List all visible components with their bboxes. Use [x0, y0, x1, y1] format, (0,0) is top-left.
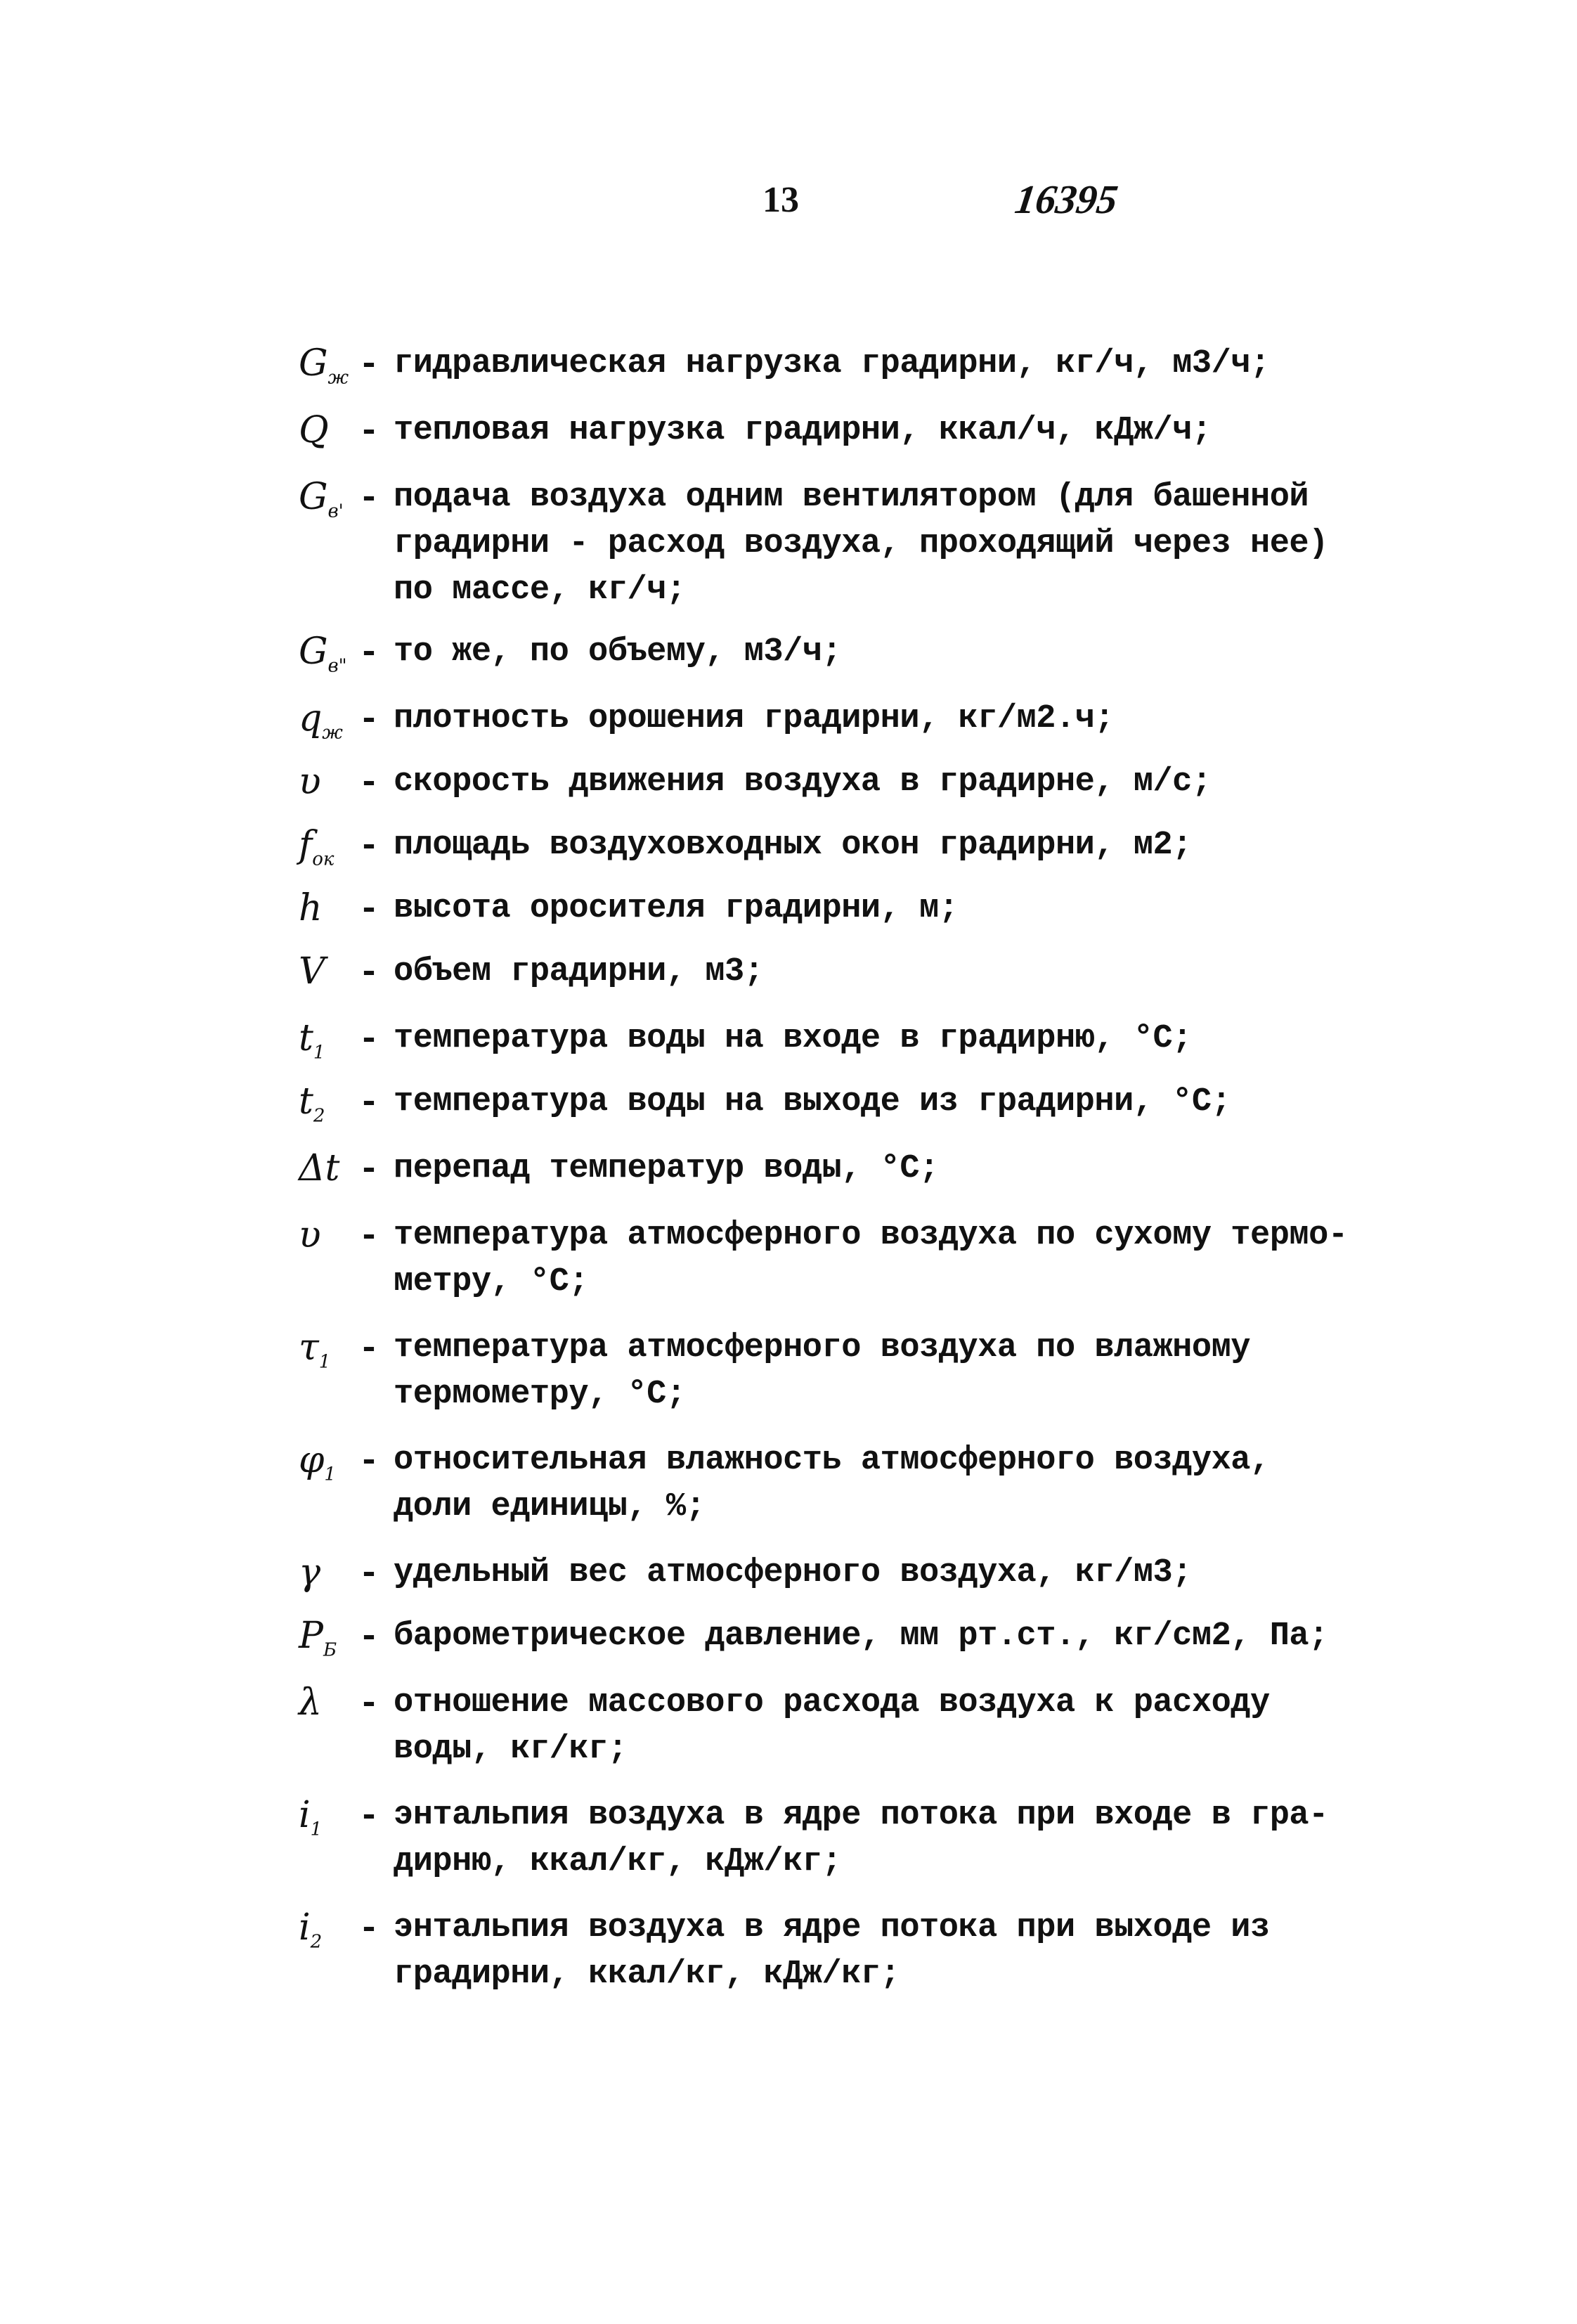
symbol-main: λ: [299, 1681, 322, 1724]
entry-dash: -: [358, 1083, 380, 1123]
symbol-main: i: [299, 1794, 311, 1836]
symbol-main: G: [299, 476, 328, 518]
page-number: 13: [762, 180, 799, 220]
entry-definition: подача воздуха одним вентилятором (для башенной градирни - расход воздуха, проходящий через нее) по массе, кг/ч;: [394, 479, 1328, 609]
symbol-main: G: [299, 631, 328, 673]
entry-dash: -: [358, 890, 380, 930]
symbol-main: V: [299, 950, 325, 993]
entry-definition: отношение массового расхода воздуха к расходу воды, кг/кг;: [394, 1684, 1270, 1768]
symbol-main: τ: [299, 1326, 319, 1369]
entry-definition: объем градирни, м3;: [394, 953, 764, 990]
entry-dash: -: [358, 763, 380, 803]
entry-definition: удельный вес атмосферного воздуха, кг/м3;: [394, 1554, 1192, 1592]
symbol-main: i: [299, 1906, 311, 1949]
entry-dash: -: [358, 1150, 380, 1190]
symbol-subscript: 2: [313, 1105, 325, 1127]
entry-dash: -: [358, 1554, 380, 1594]
entry-definition: высота оросителя градирни, м;: [394, 890, 959, 927]
symbol-subscript: в": [327, 655, 347, 677]
entry-dash: -: [358, 1909, 380, 1949]
entry-definition: энтальпия воздуха в ядре потока при входе в гра- дирню, ккал/кг, кДж/кг;: [394, 1797, 1328, 1880]
symbol-main: q: [299, 697, 323, 740]
symbol-main: υ: [299, 1214, 321, 1256]
symbol-main: υ: [299, 761, 321, 803]
entry-dash: -: [358, 1020, 380, 1060]
entry-definition: плотность орошения градирни, кг/м2.ч;: [394, 700, 1115, 737]
entry-dash: -: [358, 953, 380, 993]
symbol-main: φ: [299, 1439, 325, 1481]
symbol-main: f: [299, 824, 313, 866]
entry-definition: температура воды на выходе из градирни, °С;: [394, 1083, 1231, 1121]
entry-definition: гидравлическая нагрузка градирни, кг/ч, м3/ч;: [394, 345, 1270, 382]
entry-definition: барометрическое давление, мм рт.ст., кг/см2, Па;: [394, 1618, 1328, 1655]
entry-definition: тепловая нагрузка градирни, ккал/ч, кДж/ч;: [394, 412, 1212, 449]
entry-definition: перепад температур воды, °С;: [394, 1150, 939, 1187]
symbol-subscript: ж: [327, 367, 349, 389]
symbol-subscript: 1: [318, 1351, 331, 1373]
symbol-main: t: [299, 1080, 313, 1123]
symbol-subscript: ж: [322, 722, 343, 744]
entry-definition: скорость движения воздуха в градирне, м/с;: [394, 763, 1212, 801]
symbol-main: γ: [299, 1551, 321, 1594]
document-code: 16395: [1012, 176, 1121, 222]
symbol-subscript: 2: [310, 1931, 323, 1953]
symbol-main: P: [299, 1615, 323, 1657]
entry-dash: -: [358, 1217, 380, 1257]
entry-dash: -: [358, 1329, 380, 1369]
entry-dash: -: [358, 1618, 380, 1658]
symbol-subscript: ок: [312, 848, 335, 870]
symbol-subscript: в': [327, 501, 344, 522]
symbol-main: G: [299, 342, 328, 385]
entry-definition: температура воды на входе в градирню, °С;: [394, 1020, 1192, 1057]
symbol-subscript: 1: [324, 1464, 336, 1485]
symbol-subscript: 1: [313, 1042, 325, 1064]
entry-dash: -: [358, 479, 380, 519]
entry-definition: то же, по объему, м3/ч;: [394, 633, 842, 671]
symbol-main: Δt: [299, 1147, 340, 1189]
entry-definition: температура атмосферного воздуха по влажному термометру, °С;: [394, 1329, 1251, 1413]
symbol-subscript: Б: [323, 1639, 337, 1661]
symbol-main: Q: [299, 409, 329, 451]
entry-dash: -: [358, 700, 380, 740]
entry-dash: -: [358, 345, 380, 385]
entry-definition: энтальпия воздуха в ядре потока при выходе из градирни, ккал/кг, кДж/кг;: [394, 1909, 1270, 1993]
entry-dash: -: [358, 1684, 380, 1724]
entry-dash: -: [358, 412, 380, 452]
entry-dash: -: [358, 1442, 380, 1482]
entry-dash: -: [358, 633, 380, 673]
symbol-main: t: [299, 1017, 313, 1059]
symbol-subscript: 1: [310, 1819, 323, 1840]
entry-definition: относительная влажность атмосферного воздуха, доли единицы, %;: [394, 1442, 1270, 1525]
entry-definition: площадь воздуховходных окон градирни, м2;: [394, 827, 1192, 864]
entry-dash: -: [358, 827, 380, 867]
entry-definition: температура атмосферного воздуха по сухому термо- метру, °С;: [394, 1217, 1348, 1300]
symbol-main: h: [299, 887, 323, 929]
entry-dash: -: [358, 1797, 380, 1837]
